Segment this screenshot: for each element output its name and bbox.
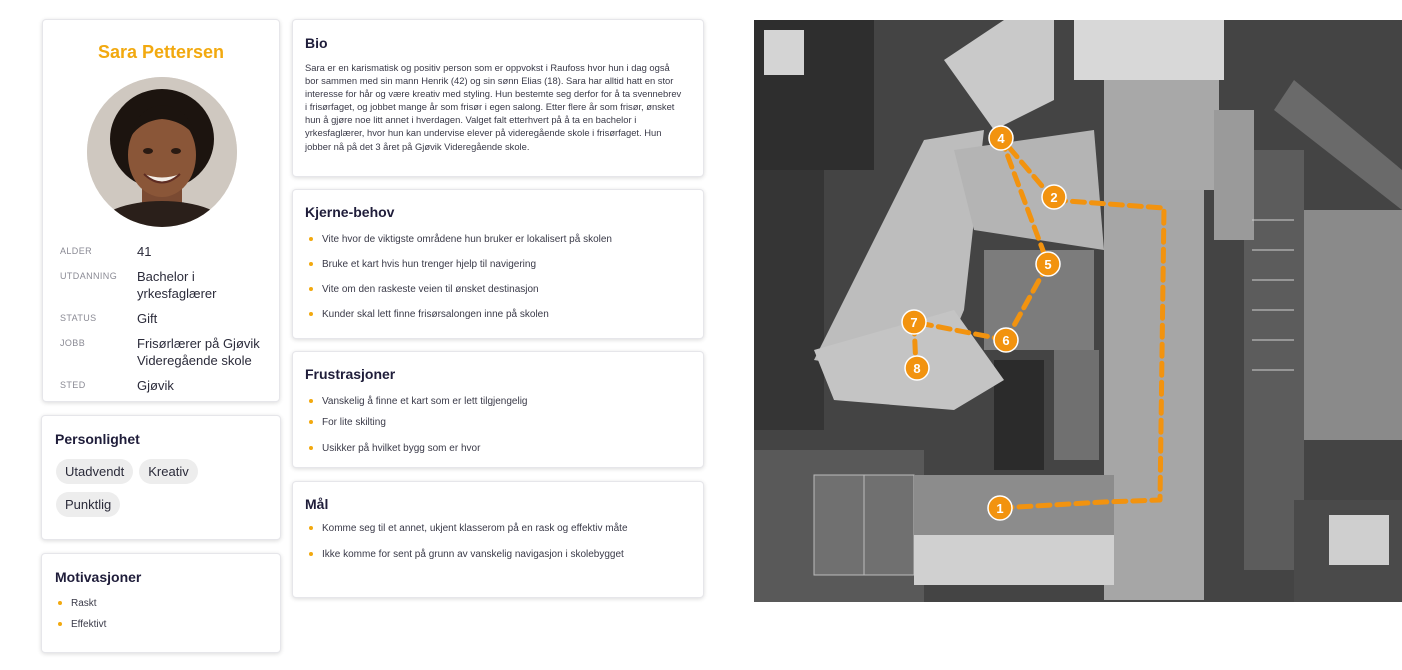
needs-title: Kjerne-behov [305,204,395,220]
persona-profile-card [42,19,280,402]
list-item: Raskt [56,597,106,610]
personality-title: Personlighet [55,431,140,447]
goals-card [292,481,704,598]
route-marker-5 [1036,252,1060,276]
list-item: Vanskelig å finne et kart som er lett tilgjengelig [307,395,527,408]
fact-age [60,243,272,260]
list-item: For lite skilting [307,416,527,429]
persona-facts [60,243,272,402]
route-marker-1 [988,496,1012,520]
frustrations-card [292,351,704,468]
motivation-list [56,597,106,631]
route-marker-6 [994,328,1018,352]
svg-text:7: 7 [910,315,918,330]
motivation-title: Motivasjoner [55,569,142,585]
motivation-card [41,553,281,653]
persona-avatar [87,77,237,227]
fact-label: STED [60,380,86,390]
list-item: Bruke et kart hvis hun trenger hjelp til navigering [307,258,612,271]
bio-title: Bio [305,35,328,51]
fact-job [60,335,272,369]
trait-chip: Punktlig [56,492,120,517]
list-item: Usikker på hvilket bygg som er hvor [307,442,527,455]
map-image [754,20,1402,602]
svg-text:8: 8 [913,361,921,376]
fact-value: Bachelor i yrkesfaglærer [137,269,217,301]
svg-text:4: 4 [997,131,1005,146]
fact-education [60,268,272,302]
svg-text:5: 5 [1044,257,1052,272]
bio-text: Sara er en karismatisk og positiv person som er oppvokst i Raufoss hvor hun i dag også bor sammen med sin mann Henrik (42) og sin sønn Elias (18). Sara har alltid hatt en stor interesse for hår og være kreativ med styling. Hun bestemte seg derfor for å ta svennebrev i frisørfaget, og jobbet mange år som frisør i egen salong. Etter flere år som frisør, ønsket hun å gjøre noe litt annet i hverdagen. Valget falt etterhvert på å ta en bachelor i yrkesfaglærer, hvor hun kan undervise elever på videregående skole i frisørfaget. Hun jobber nå på det 3 året på Gjøvik Videregående skole. [305,62,682,152]
list-item: Kunder skal lett finne frisørsalongen inne på skolen [307,308,612,321]
bio-card [292,19,704,177]
personality-card [41,415,281,540]
goals-title: Mål [305,496,329,512]
route-marker-7 [902,310,926,334]
list-item: Komme seg til et annet, ukjent klasserom på en rask og effektiv måte [307,522,628,535]
route-marker-4 [989,126,1013,150]
list-item: Vite hvor de viktigste områdene hun bruker er lokalisert på skolen [307,233,612,246]
svg-text:1: 1 [996,501,1004,516]
persona-name: Sara Pettersen [97,42,225,62]
fact-label: UTDANNING [60,271,118,281]
fact-value: Gjøvik [137,378,174,393]
svg-text:6: 6 [1002,333,1010,348]
fact-value: 41 [137,244,152,259]
frustrations-list [307,395,527,463]
fact-label: JOBB [60,338,86,348]
fact-label: STATUS [60,313,97,323]
list-item: Effektivt [56,618,106,631]
core-needs-card [292,189,704,339]
avatar-image [87,77,237,227]
fact-value: Frisørlærer på Gjøvik Videregående skole [137,336,260,368]
trait-chip: Kreativ [139,459,197,484]
svg-text:2: 2 [1050,190,1058,205]
personality-traits [56,459,266,517]
fact-value: Gift [137,311,158,326]
fact-location [60,377,272,394]
route-marker-2 [1042,185,1066,209]
frustrations-title: Frustrasjoner [305,366,396,382]
goals-list [307,522,628,574]
fact-status [60,310,272,327]
list-item: Vite om den raskeste veien til ønsket destinasjon [307,283,612,296]
route-marker-8 [905,356,929,380]
trait-chip: Utadvendt [56,459,133,484]
campus-aerial-map [754,20,1402,602]
needs-list [307,233,612,333]
fact-label: ALDER [60,246,93,256]
list-item: Ikke komme for sent på grunn av vanskelig navigasjon i skolebygget [307,548,628,561]
